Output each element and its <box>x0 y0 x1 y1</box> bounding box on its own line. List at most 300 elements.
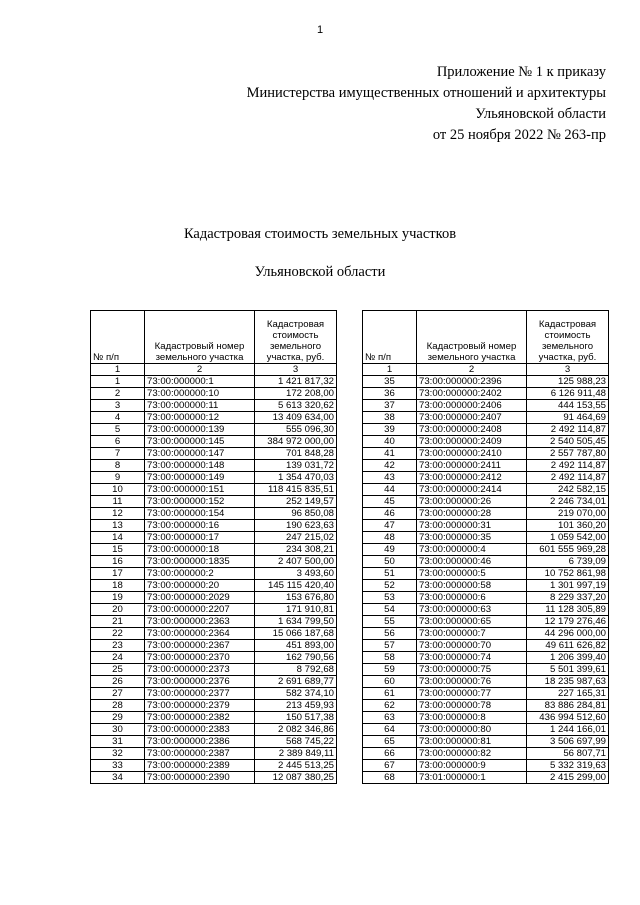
row-number-cell: 68 <box>363 772 417 784</box>
cadastral-value-cell: 1 421 817,32 <box>255 376 337 388</box>
table-row <box>91 628 337 640</box>
table-row <box>363 700 609 712</box>
row-number-cell: 46 <box>363 508 417 520</box>
row-number-cell: 59 <box>363 664 417 676</box>
cadastral-value-cell: 3 506 697,99 <box>527 736 609 748</box>
cadastral-value-cell: 15 066 187,68 <box>255 628 337 640</box>
table-row <box>363 400 609 412</box>
cadastral-value-cell: 568 745,22 <box>255 736 337 748</box>
table-row <box>91 484 337 496</box>
row-number-cell: 40 <box>363 436 417 448</box>
cadastral-number-cell: 73:00:000000:149 <box>145 472 255 484</box>
row-number-cell: 10 <box>91 484 145 496</box>
cadastral-number-cell: 73:00:000000:139 <box>145 424 255 436</box>
cadastral-value-cell: 3 493,60 <box>255 568 337 580</box>
cadastral-value-cell: 5 613 320,62 <box>255 400 337 412</box>
row-number-cell: 67 <box>363 760 417 772</box>
row-number-cell: 48 <box>363 532 417 544</box>
cadastral-number-cell: 73:00:000000:17 <box>145 532 255 544</box>
cadastral-number-cell: 73:00:000000:77 <box>417 688 527 700</box>
header-cadastral-number: Кадастровый номер земельного участка <box>145 311 255 364</box>
cadastral-number-cell: 73:00:000000:2377 <box>145 688 255 700</box>
table-row <box>91 424 337 436</box>
cadastral-value-cell: 2 691 689,77 <box>255 676 337 688</box>
cadastral-value-cell: 96 850,08 <box>255 508 337 520</box>
row-number-cell: 14 <box>91 532 145 544</box>
table-header-row <box>91 311 337 364</box>
table-row <box>91 388 337 400</box>
cadastral-value-cell: 1 244 166,01 <box>527 724 609 736</box>
row-number-cell: 9 <box>91 472 145 484</box>
cadastral-value-cell: 451 893,00 <box>255 640 337 652</box>
row-number-cell: 28 <box>91 700 145 712</box>
table-row <box>363 604 609 616</box>
table-row <box>363 508 609 520</box>
row-number-cell: 15 <box>91 544 145 556</box>
cadastral-number-cell: 73:00:000000:2207 <box>145 604 255 616</box>
cadastral-value-cell: 213 459,93 <box>255 700 337 712</box>
row-number-cell: 11 <box>91 496 145 508</box>
cadastral-number-cell: 73:00:000000:2382 <box>145 712 255 724</box>
row-number-cell: 60 <box>363 676 417 688</box>
cadastral-number-cell: 73:00:000000:10 <box>145 388 255 400</box>
cadastral-number-cell: 73:00:000000:2406 <box>417 400 527 412</box>
cadastral-number-cell: 73:00:000000:145 <box>145 436 255 448</box>
table-row <box>363 436 609 448</box>
table-row <box>91 472 337 484</box>
cadastral-value-cell: 10 752 861,98 <box>527 568 609 580</box>
cadastral-value-cell: 13 409 634,00 <box>255 412 337 424</box>
table-row <box>91 400 337 412</box>
table-row <box>363 448 609 460</box>
table-row <box>91 640 337 652</box>
cadastral-number-cell: 73:00:000000:35 <box>417 532 527 544</box>
row-number-cell: 18 <box>91 580 145 592</box>
cadastral-value-cell: 91 464,69 <box>527 412 609 424</box>
row-number-cell: 38 <box>363 412 417 424</box>
cadastral-number-cell: 73:00:000000:2408 <box>417 424 527 436</box>
row-number-cell: 61 <box>363 688 417 700</box>
cadastral-value-cell: 242 582,15 <box>527 484 609 496</box>
cadastral-number-cell: 73:01:000000:1 <box>417 772 527 784</box>
row-number-cell: 50 <box>363 556 417 568</box>
cadastral-number-cell: 73:00:000000:2407 <box>417 412 527 424</box>
cadastral-number-cell: 73:00:000000:2 <box>145 568 255 580</box>
cadastral-value-cell: 12 087 380,25 <box>255 772 337 784</box>
column-number: 3 <box>527 364 609 376</box>
cadastral-number-cell: 73:00:000000:76 <box>417 676 527 688</box>
cadastral-value-cell: 2 492 114,87 <box>527 472 609 484</box>
cadastral-value-cell: 2 389 849,11 <box>255 748 337 760</box>
cadastral-value-cell: 252 149,57 <box>255 496 337 508</box>
table-row <box>91 496 337 508</box>
cadastral-value-cell: 227 165,31 <box>527 688 609 700</box>
cadastral-number-cell: 73:00:000000:2367 <box>145 640 255 652</box>
cadastral-value-cell: 118 415 835,51 <box>255 484 337 496</box>
cadastral-value-cell: 1 634 799,50 <box>255 616 337 628</box>
row-number-cell: 44 <box>363 484 417 496</box>
cadastral-number-cell: 73:00:000000:2390 <box>145 772 255 784</box>
table-row <box>91 448 337 460</box>
cadastral-number-cell: 73:00:000000:147 <box>145 448 255 460</box>
table-row <box>91 616 337 628</box>
header-cadastral-number: Кадастровый номер земельного участка <box>417 311 527 364</box>
cadastral-number-cell: 73:00:000000:2364 <box>145 628 255 640</box>
row-number-cell: 31 <box>91 736 145 748</box>
table-body-left <box>91 376 337 784</box>
table-row <box>91 676 337 688</box>
cadastral-number-cell: 73:00:000000:2409 <box>417 436 527 448</box>
cadastral-number-cell: 73:00:000000:1 <box>145 376 255 388</box>
cadastral-number-cell: 73:00:000000:81 <box>417 736 527 748</box>
row-number-cell: 7 <box>91 448 145 460</box>
cadastral-value-cell: 190 623,63 <box>255 520 337 532</box>
cadastral-value-cell: 101 360,20 <box>527 520 609 532</box>
header-row-number: № п/п <box>91 311 145 364</box>
row-number-cell: 42 <box>363 460 417 472</box>
cadastral-value-cell: 2 445 513,25 <box>255 760 337 772</box>
table-row <box>363 532 609 544</box>
cadastral-value-cell: 234 308,21 <box>255 544 337 556</box>
row-number-cell: 6 <box>91 436 145 448</box>
row-number-cell: 35 <box>363 376 417 388</box>
cadastral-value-cell: 125 988,23 <box>527 376 609 388</box>
cadastral-number-cell: 73:00:000000:2383 <box>145 724 255 736</box>
table-row <box>91 748 337 760</box>
appendix-line-4: от 25 ноября 2022 № 263-пр <box>432 127 606 143</box>
row-number-cell: 63 <box>363 712 417 724</box>
cadastral-value-cell: 49 611 626,82 <box>527 640 609 652</box>
row-number-cell: 39 <box>363 424 417 436</box>
cadastral-value-cell: 11 128 305,89 <box>527 604 609 616</box>
table-row <box>91 664 337 676</box>
table-row <box>91 592 337 604</box>
cadastral-number-cell: 73:00:000000:58 <box>417 580 527 592</box>
cadastral-number-cell: 73:00:000000:2376 <box>145 676 255 688</box>
header-cadastral-value: Кадастровая стоимость земельного участка, руб. <box>255 311 337 364</box>
table-row <box>363 388 609 400</box>
cadastral-number-cell: 73:00:000000:65 <box>417 616 527 628</box>
table-row <box>363 556 609 568</box>
header-row-number: № п/п <box>363 311 417 364</box>
cadastral-value-cell: 582 374,10 <box>255 688 337 700</box>
cadastral-number-cell: 73:00:000000:12 <box>145 412 255 424</box>
table-row <box>363 712 609 724</box>
cadastral-value-cell: 1 206 399,40 <box>527 652 609 664</box>
cadastral-value-cell: 162 790,56 <box>255 652 337 664</box>
cadastral-number-cell: 73:00:000000:16 <box>145 520 255 532</box>
row-number-cell: 13 <box>91 520 145 532</box>
cadastral-number-cell: 73:00:000000:2389 <box>145 760 255 772</box>
table-row <box>363 376 609 388</box>
row-number-cell: 51 <box>363 568 417 580</box>
cadastral-value-cell: 8 229 337,20 <box>527 592 609 604</box>
cadastral-number-cell: 73:00:000000:63 <box>417 604 527 616</box>
row-number-cell: 24 <box>91 652 145 664</box>
cadastral-number-cell: 73:00:000000:7 <box>417 628 527 640</box>
row-number-cell: 22 <box>91 628 145 640</box>
cadastral-number-cell: 73:00:000000:1835 <box>145 556 255 568</box>
page-number: 1 <box>316 24 324 36</box>
cadastral-value-cell: 1 059 542,00 <box>527 532 609 544</box>
table-row <box>91 544 337 556</box>
column-number: 2 <box>145 364 255 376</box>
row-number-cell: 65 <box>363 736 417 748</box>
cadastral-number-cell: 73:00:000000:2387 <box>145 748 255 760</box>
table-row <box>363 724 609 736</box>
cadastral-number-cell: 73:00:000000:2373 <box>145 664 255 676</box>
cadastral-number-cell: 73:00:000000:2414 <box>417 484 527 496</box>
cadastral-number-cell: 73:00:000000:154 <box>145 508 255 520</box>
row-number-cell: 20 <box>91 604 145 616</box>
row-number-cell: 30 <box>91 724 145 736</box>
cadastral-number-cell: 73:00:000000:9 <box>417 760 527 772</box>
cadastral-number-cell: 73:00:000000:18 <box>145 544 255 556</box>
table-row <box>363 760 609 772</box>
row-number-cell: 33 <box>91 760 145 772</box>
column-number-row <box>91 364 337 376</box>
table-row <box>363 748 609 760</box>
row-number-cell: 32 <box>91 748 145 760</box>
row-number-cell: 55 <box>363 616 417 628</box>
cadastral-number-cell: 73:00:000000:2411 <box>417 460 527 472</box>
table-row <box>363 520 609 532</box>
cadastral-number-cell: 73:00:000000:6 <box>417 592 527 604</box>
table-row <box>363 772 609 784</box>
table-row <box>363 592 609 604</box>
table-row <box>91 712 337 724</box>
column-number-row <box>363 364 609 376</box>
table-row <box>91 760 337 772</box>
table-header-row <box>363 311 609 364</box>
table-row <box>91 532 337 544</box>
table-row <box>363 424 609 436</box>
cadastral-value-cell: 153 676,80 <box>255 592 337 604</box>
cadastral-value-cell: 18 235 987,63 <box>527 676 609 688</box>
column-number: 1 <box>363 364 417 376</box>
cadastral-number-cell: 73:00:000000:5 <box>417 568 527 580</box>
cadastral-table-right <box>362 310 609 784</box>
table-row <box>91 580 337 592</box>
appendix-line-2: Министерства имущественных отношений и архитектуры <box>246 85 606 101</box>
cadastral-number-cell: 73:00:000000:20 <box>145 580 255 592</box>
table-row <box>91 652 337 664</box>
cadastral-value-cell: 6 739,09 <box>527 556 609 568</box>
cadastral-value-cell: 5 501 399,61 <box>527 664 609 676</box>
table-row <box>363 736 609 748</box>
column-number: 3 <box>255 364 337 376</box>
cadastral-value-cell: 436 994 512,60 <box>527 712 609 724</box>
table-row <box>91 508 337 520</box>
row-number-cell: 26 <box>91 676 145 688</box>
table-row <box>363 484 609 496</box>
row-number-cell: 34 <box>91 772 145 784</box>
row-number-cell: 23 <box>91 640 145 652</box>
table-row <box>91 604 337 616</box>
row-number-cell: 37 <box>363 400 417 412</box>
table-row <box>363 496 609 508</box>
table-row <box>91 460 337 472</box>
cadastral-value-cell: 219 070,00 <box>527 508 609 520</box>
table-row <box>363 580 609 592</box>
table-row <box>91 436 337 448</box>
cadastral-value-cell: 56 807,71 <box>527 748 609 760</box>
cadastral-value-cell: 2 540 505,45 <box>527 436 609 448</box>
table-row <box>91 568 337 580</box>
cadastral-value-cell: 2 082 346,86 <box>255 724 337 736</box>
cadastral-number-cell: 73:00:000000:8 <box>417 712 527 724</box>
cadastral-value-cell: 150 517,38 <box>255 712 337 724</box>
table-row <box>91 412 337 424</box>
cadastral-value-cell: 2 415 299,00 <box>527 772 609 784</box>
header-cadastral-value: Кадастровая стоимость земельного участка, руб. <box>527 311 609 364</box>
cadastral-value-cell: 139 031,72 <box>255 460 337 472</box>
row-number-cell: 27 <box>91 688 145 700</box>
cadastral-number-cell: 73:00:000000:46 <box>417 556 527 568</box>
cadastral-number-cell: 73:00:000000:74 <box>417 652 527 664</box>
row-number-cell: 52 <box>363 580 417 592</box>
cadastral-number-cell: 73:00:000000:2363 <box>145 616 255 628</box>
cadastral-value-cell: 2 492 114,87 <box>527 460 609 472</box>
row-number-cell: 57 <box>363 640 417 652</box>
cadastral-number-cell: 73:00:000000:4 <box>417 544 527 556</box>
cadastral-value-cell: 2 492 114,87 <box>527 424 609 436</box>
cadastral-value-cell: 444 153,55 <box>527 400 609 412</box>
table-row <box>91 736 337 748</box>
table-row <box>363 640 609 652</box>
document-subtitle: Ульяновской области <box>254 264 386 280</box>
cadastral-number-cell: 73:00:000000:2370 <box>145 652 255 664</box>
cadastral-value-cell: 83 886 284,81 <box>527 700 609 712</box>
row-number-cell: 47 <box>363 520 417 532</box>
cadastral-number-cell: 73:00:000000:26 <box>417 496 527 508</box>
cadastral-value-cell: 6 126 911,48 <box>527 388 609 400</box>
cadastral-number-cell: 73:00:000000:151 <box>145 484 255 496</box>
cadastral-number-cell: 73:00:000000:2412 <box>417 472 527 484</box>
row-number-cell: 45 <box>363 496 417 508</box>
row-number-cell: 17 <box>91 568 145 580</box>
row-number-cell: 62 <box>363 700 417 712</box>
row-number-cell: 2 <box>91 388 145 400</box>
row-number-cell: 49 <box>363 544 417 556</box>
table-row <box>91 688 337 700</box>
row-number-cell: 25 <box>91 664 145 676</box>
cadastral-value-cell: 555 096,30 <box>255 424 337 436</box>
cadastral-number-cell: 73:00:000000:2402 <box>417 388 527 400</box>
cadastral-number-cell: 73:00:000000:2396 <box>417 376 527 388</box>
cadastral-number-cell: 73:00:000000:2386 <box>145 736 255 748</box>
appendix-line-3: Ульяновской области <box>475 106 606 122</box>
cadastral-number-cell: 73:00:000000:11 <box>145 400 255 412</box>
cadastral-value-cell: 171 910,81 <box>255 604 337 616</box>
table-row <box>363 472 609 484</box>
row-number-cell: 1 <box>91 376 145 388</box>
document-title: Кадастровая стоимость земельных участков <box>183 226 457 242</box>
cadastral-value-cell: 8 792,68 <box>255 664 337 676</box>
cadastral-number-cell: 73:00:000000:148 <box>145 460 255 472</box>
table-row <box>363 568 609 580</box>
row-number-cell: 43 <box>363 472 417 484</box>
column-number: 2 <box>417 364 527 376</box>
row-number-cell: 29 <box>91 712 145 724</box>
table-row <box>363 676 609 688</box>
cadastral-value-cell: 44 296 000,00 <box>527 628 609 640</box>
table-row <box>363 460 609 472</box>
cadastral-value-cell: 2 246 734,01 <box>527 496 609 508</box>
row-number-cell: 3 <box>91 400 145 412</box>
row-number-cell: 41 <box>363 448 417 460</box>
cadastral-number-cell: 73:00:000000:80 <box>417 724 527 736</box>
table-row <box>363 628 609 640</box>
cadastral-value-cell: 2 557 787,80 <box>527 448 609 460</box>
cadastral-number-cell: 73:00:000000:75 <box>417 664 527 676</box>
table-row <box>91 772 337 784</box>
table-row <box>363 544 609 556</box>
cadastral-number-cell: 73:00:000000:2029 <box>145 592 255 604</box>
table-body-right <box>363 376 609 784</box>
row-number-cell: 54 <box>363 604 417 616</box>
row-number-cell: 5 <box>91 424 145 436</box>
cadastral-value-cell: 1 301 997,19 <box>527 580 609 592</box>
cadastral-value-cell: 384 972 000,00 <box>255 436 337 448</box>
appendix-line-1: Приложение № 1 к приказу <box>436 64 606 80</box>
row-number-cell: 12 <box>91 508 145 520</box>
cadastral-value-cell: 701 848,28 <box>255 448 337 460</box>
cadastral-value-cell: 601 555 969,28 <box>527 544 609 556</box>
cadastral-value-cell: 247 215,02 <box>255 532 337 544</box>
cadastral-number-cell: 73:00:000000:82 <box>417 748 527 760</box>
table-row <box>91 700 337 712</box>
row-number-cell: 66 <box>363 748 417 760</box>
table-row <box>91 376 337 388</box>
row-number-cell: 64 <box>363 724 417 736</box>
row-number-cell: 36 <box>363 388 417 400</box>
cadastral-number-cell: 73:00:000000:70 <box>417 640 527 652</box>
table-row <box>363 688 609 700</box>
table-row <box>363 412 609 424</box>
row-number-cell: 21 <box>91 616 145 628</box>
cadastral-value-cell: 12 179 276,46 <box>527 616 609 628</box>
row-number-cell: 16 <box>91 556 145 568</box>
table-row <box>363 616 609 628</box>
column-number: 1 <box>91 364 145 376</box>
cadastral-value-cell: 1 354 470,03 <box>255 472 337 484</box>
cadastral-value-cell: 5 332 319,63 <box>527 760 609 772</box>
row-number-cell: 19 <box>91 592 145 604</box>
table-row <box>363 652 609 664</box>
cadastral-number-cell: 73:00:000000:2379 <box>145 700 255 712</box>
cadastral-number-cell: 73:00:000000:28 <box>417 508 527 520</box>
cadastral-number-cell: 73:00:000000:78 <box>417 700 527 712</box>
cadastral-value-cell: 2 407 500,00 <box>255 556 337 568</box>
appendix-header <box>247 62 606 146</box>
row-number-cell: 58 <box>363 652 417 664</box>
row-number-cell: 8 <box>91 460 145 472</box>
cadastral-number-cell: 73:00:000000:31 <box>417 520 527 532</box>
row-number-cell: 53 <box>363 592 417 604</box>
cadastral-value-cell: 172 208,00 <box>255 388 337 400</box>
row-number-cell: 56 <box>363 628 417 640</box>
cadastral-number-cell: 73:00:000000:2410 <box>417 448 527 460</box>
table-row <box>363 664 609 676</box>
cadastral-table-left <box>90 310 337 784</box>
cadastral-number-cell: 73:00:000000:152 <box>145 496 255 508</box>
table-row <box>91 724 337 736</box>
table-row <box>91 520 337 532</box>
row-number-cell: 4 <box>91 412 145 424</box>
table-row <box>91 556 337 568</box>
cadastral-value-cell: 145 115 420,40 <box>255 580 337 592</box>
